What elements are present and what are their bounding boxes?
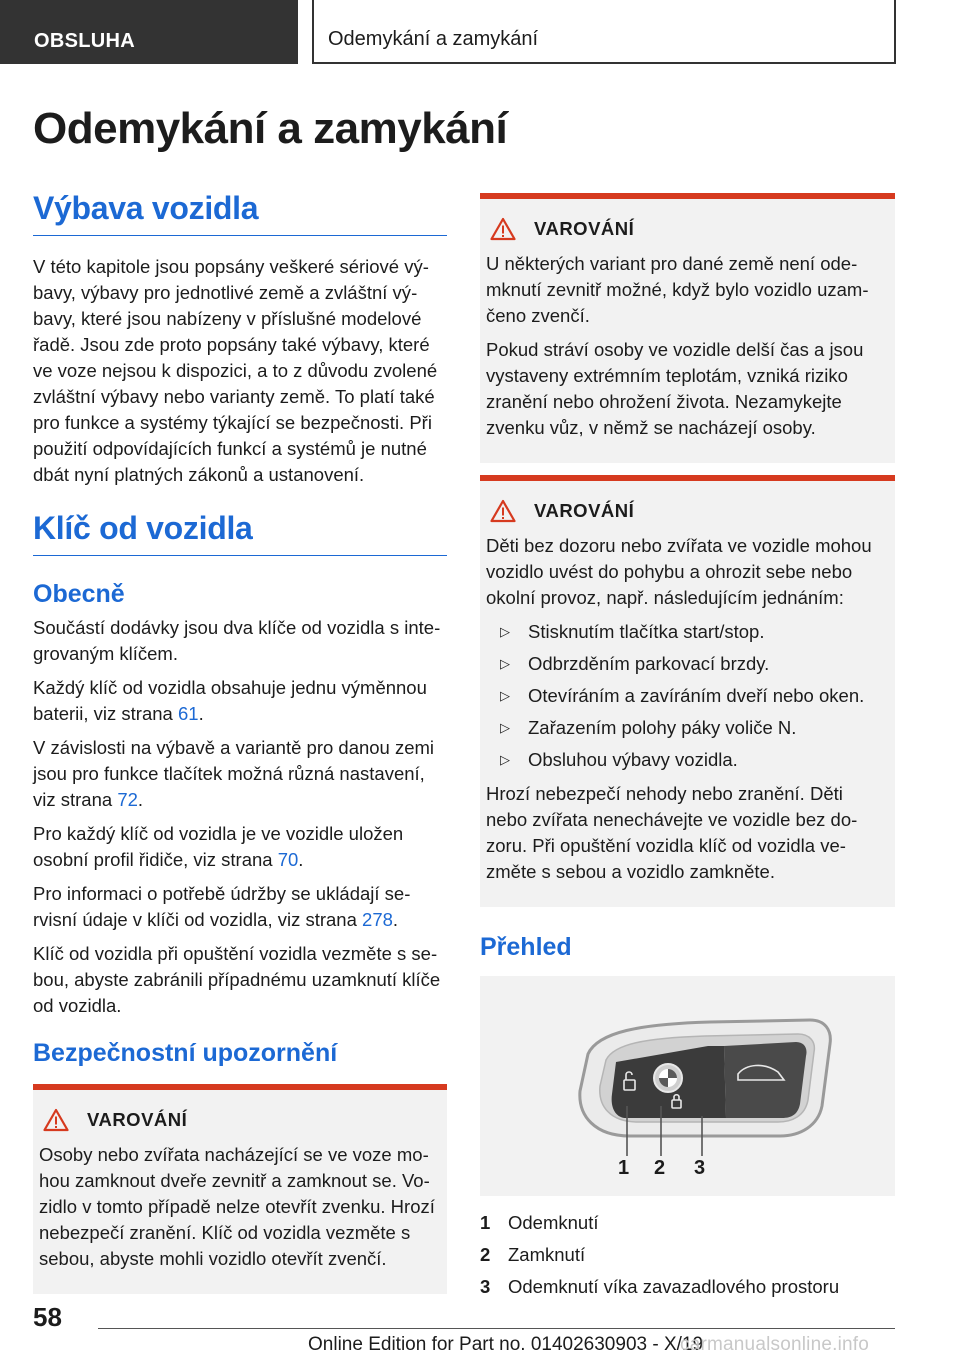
page-number: 58 [33, 1302, 62, 1332]
watermark: carmanualsonline.info [680, 1334, 870, 1355]
list-item: ▷ Otevíráním a zavíráním dveří nebo oken. [486, 683, 887, 709]
page-header [0, 0, 960, 64]
legend-row: 3 Odemknutí víka zavazadlového prostoru [480, 1276, 840, 1297]
warning-title: VAROVÁNÍ [534, 500, 635, 521]
paragraph-obecne-2: Každý klíč od vozidla obsahuje jednu výměnnou baterii, viz strana 61. [33, 677, 427, 724]
heading-bezpecnostni: Bezpečnostní upozornění [33, 1039, 338, 1067]
paragraph-obecne-6: Klíč od vozidla při opuštění vozidla vezměte s sebou, abyste zabránili případnému uzamknutí klíče od vozidla. [33, 943, 441, 1016]
triangle-bullet-icon: ▷ [500, 656, 510, 671]
warning-text: Hrozí nebezpečí nehody nebo zranění. Děti nebo zvířata nenechávejte ve vozidle bez dozoru. Při opuštění vozidla klíč od vozidla vezměte s sebou a vozidlo zamkněte. [486, 783, 858, 882]
warning-box-1 [33, 1084, 447, 1294]
car-key-illustration [480, 976, 895, 1196]
paragraph-obecne-3: V závislosti na výbavě a variantě pro danou zemi jsou pro funkce tlačítek možná různá nastavení, viz strana 72. [33, 737, 435, 810]
footer-edition: Online Edition for Part no. 01402630903 - X/19 [308, 1334, 704, 1355]
paragraph-obecne-4: Pro každý klíč od vozidla je ve vozidle uložen osobní profil řidiče, viz strana 70. [33, 823, 404, 870]
figure-label: 2 [654, 1157, 666, 1179]
triangle-bullet-icon: ▷ [500, 624, 510, 639]
paragraph-vybava: V této kapitole jsou popsány veškeré sériové výbavy, výbavy pro jednotlivé země a zvláštní výbavy, které jsou nabízeny v příslušné modelové řadě. Jsou zde proto popsány také výbavy, které ve voze nejsou k dispozici, a to z důvodu zvolené zvláštní výbavy nebo varianty země. To platí také pro funkce a systémy týkající se bezpečnosti. Při použití odpovídajících funkcí a systémů je nutné dbát nyní platných zákonů a ustanovení. [33, 256, 438, 485]
figure-label: 1 [618, 1157, 630, 1179]
warning-text: Osoby nebo zvířata nacházející se ve voze mohou zamknout dveře zevnitř a zamknout se. Vozidlo v tomto případě nelze otevřít zvenku. Hrozí nebezpečí zranění. Klíč od vozidla vezměte s sebou, abyste mohli vozidlo otevřít zvenčí. [39, 1144, 435, 1269]
heading-obecne: Obecně [33, 580, 125, 608]
paragraph-obecne-5: Pro informaci o potřebě údržby se ukládají servisní údaje v klíči od vozidla, viz strana 278. [33, 883, 411, 930]
figure-legend [480, 1210, 895, 1300]
heading-vybava: Výbava vozidla [33, 190, 447, 236]
heading-prehled: Přehled [480, 933, 572, 961]
page-link-72[interactable]: 72 [117, 789, 138, 810]
warning-text: Děti bez dozoru nebo zvířata ve vozidle mohou vozidlo uvést do pohybu a ohrozit sebe nebo okolní provoz, např. následujícím jednáním: [486, 535, 872, 608]
warning-box-2 [480, 193, 895, 463]
list-item: ▷ Zařazením polohy páky voliče N. [486, 715, 887, 741]
left-column [33, 190, 447, 1294]
page-link-70[interactable]: 70 [277, 849, 299, 870]
legend-row: 2 Zamknutí [480, 1244, 586, 1265]
right-column [480, 193, 895, 1306]
triangle-bullet-icon: ▷ [500, 752, 510, 767]
warning-text: U některých variant pro dané země není odemknutí zevnitř možné, když bylo vozidlo uzamčeno zvenčí. [486, 253, 869, 326]
footer-divider [98, 1328, 895, 1329]
key-figure [480, 976, 895, 1196]
heading-klic: Klíč od vozidla [33, 510, 447, 556]
triangle-bullet-icon: ▷ [500, 720, 510, 735]
legend-row: 1 Odemknutí [480, 1212, 599, 1233]
page-link-278[interactable]: 278 [362, 909, 393, 930]
figure-label: 3 [694, 1157, 706, 1179]
warning-title: VAROVÁNÍ [534, 218, 635, 239]
warning-triangle-icon [490, 499, 516, 523]
page-title: Odemykání a zamykání [33, 104, 508, 153]
list-item: ▷ Obsluhou výbavy vozidla. [486, 747, 887, 773]
warning-box-3 [480, 475, 895, 907]
page-link-61[interactable]: 61 [177, 703, 199, 724]
triangle-bullet-icon: ▷ [500, 688, 510, 703]
section-tab: OBSLUHA [0, 0, 298, 64]
warning-title: VAROVÁNÍ [87, 1109, 188, 1130]
warning-text: Pokud stráví osoby ve vozidle delší čas a jsou vystaveny extrémním teplotám, vzniká riziko zranění nebo ohrožení života. Nezamykejte zvenku vůz, v němž se nacházejí osoby. [486, 339, 864, 438]
list-item: ▷ Odbrzděním parkovací brzdy. [486, 651, 887, 677]
warning-triangle-icon [490, 217, 516, 241]
chapter-title: Odemykání a zamykání [312, 0, 896, 64]
warning-triangle-icon [43, 1108, 69, 1132]
paragraph-obecne-1: Součástí dodávky jsou dva klíče od vozidla s integrovaným klíčem. [33, 617, 441, 664]
warning-list [486, 619, 887, 773]
list-item: ▷ Stisknutím tlačítka start/stop. [486, 619, 887, 645]
